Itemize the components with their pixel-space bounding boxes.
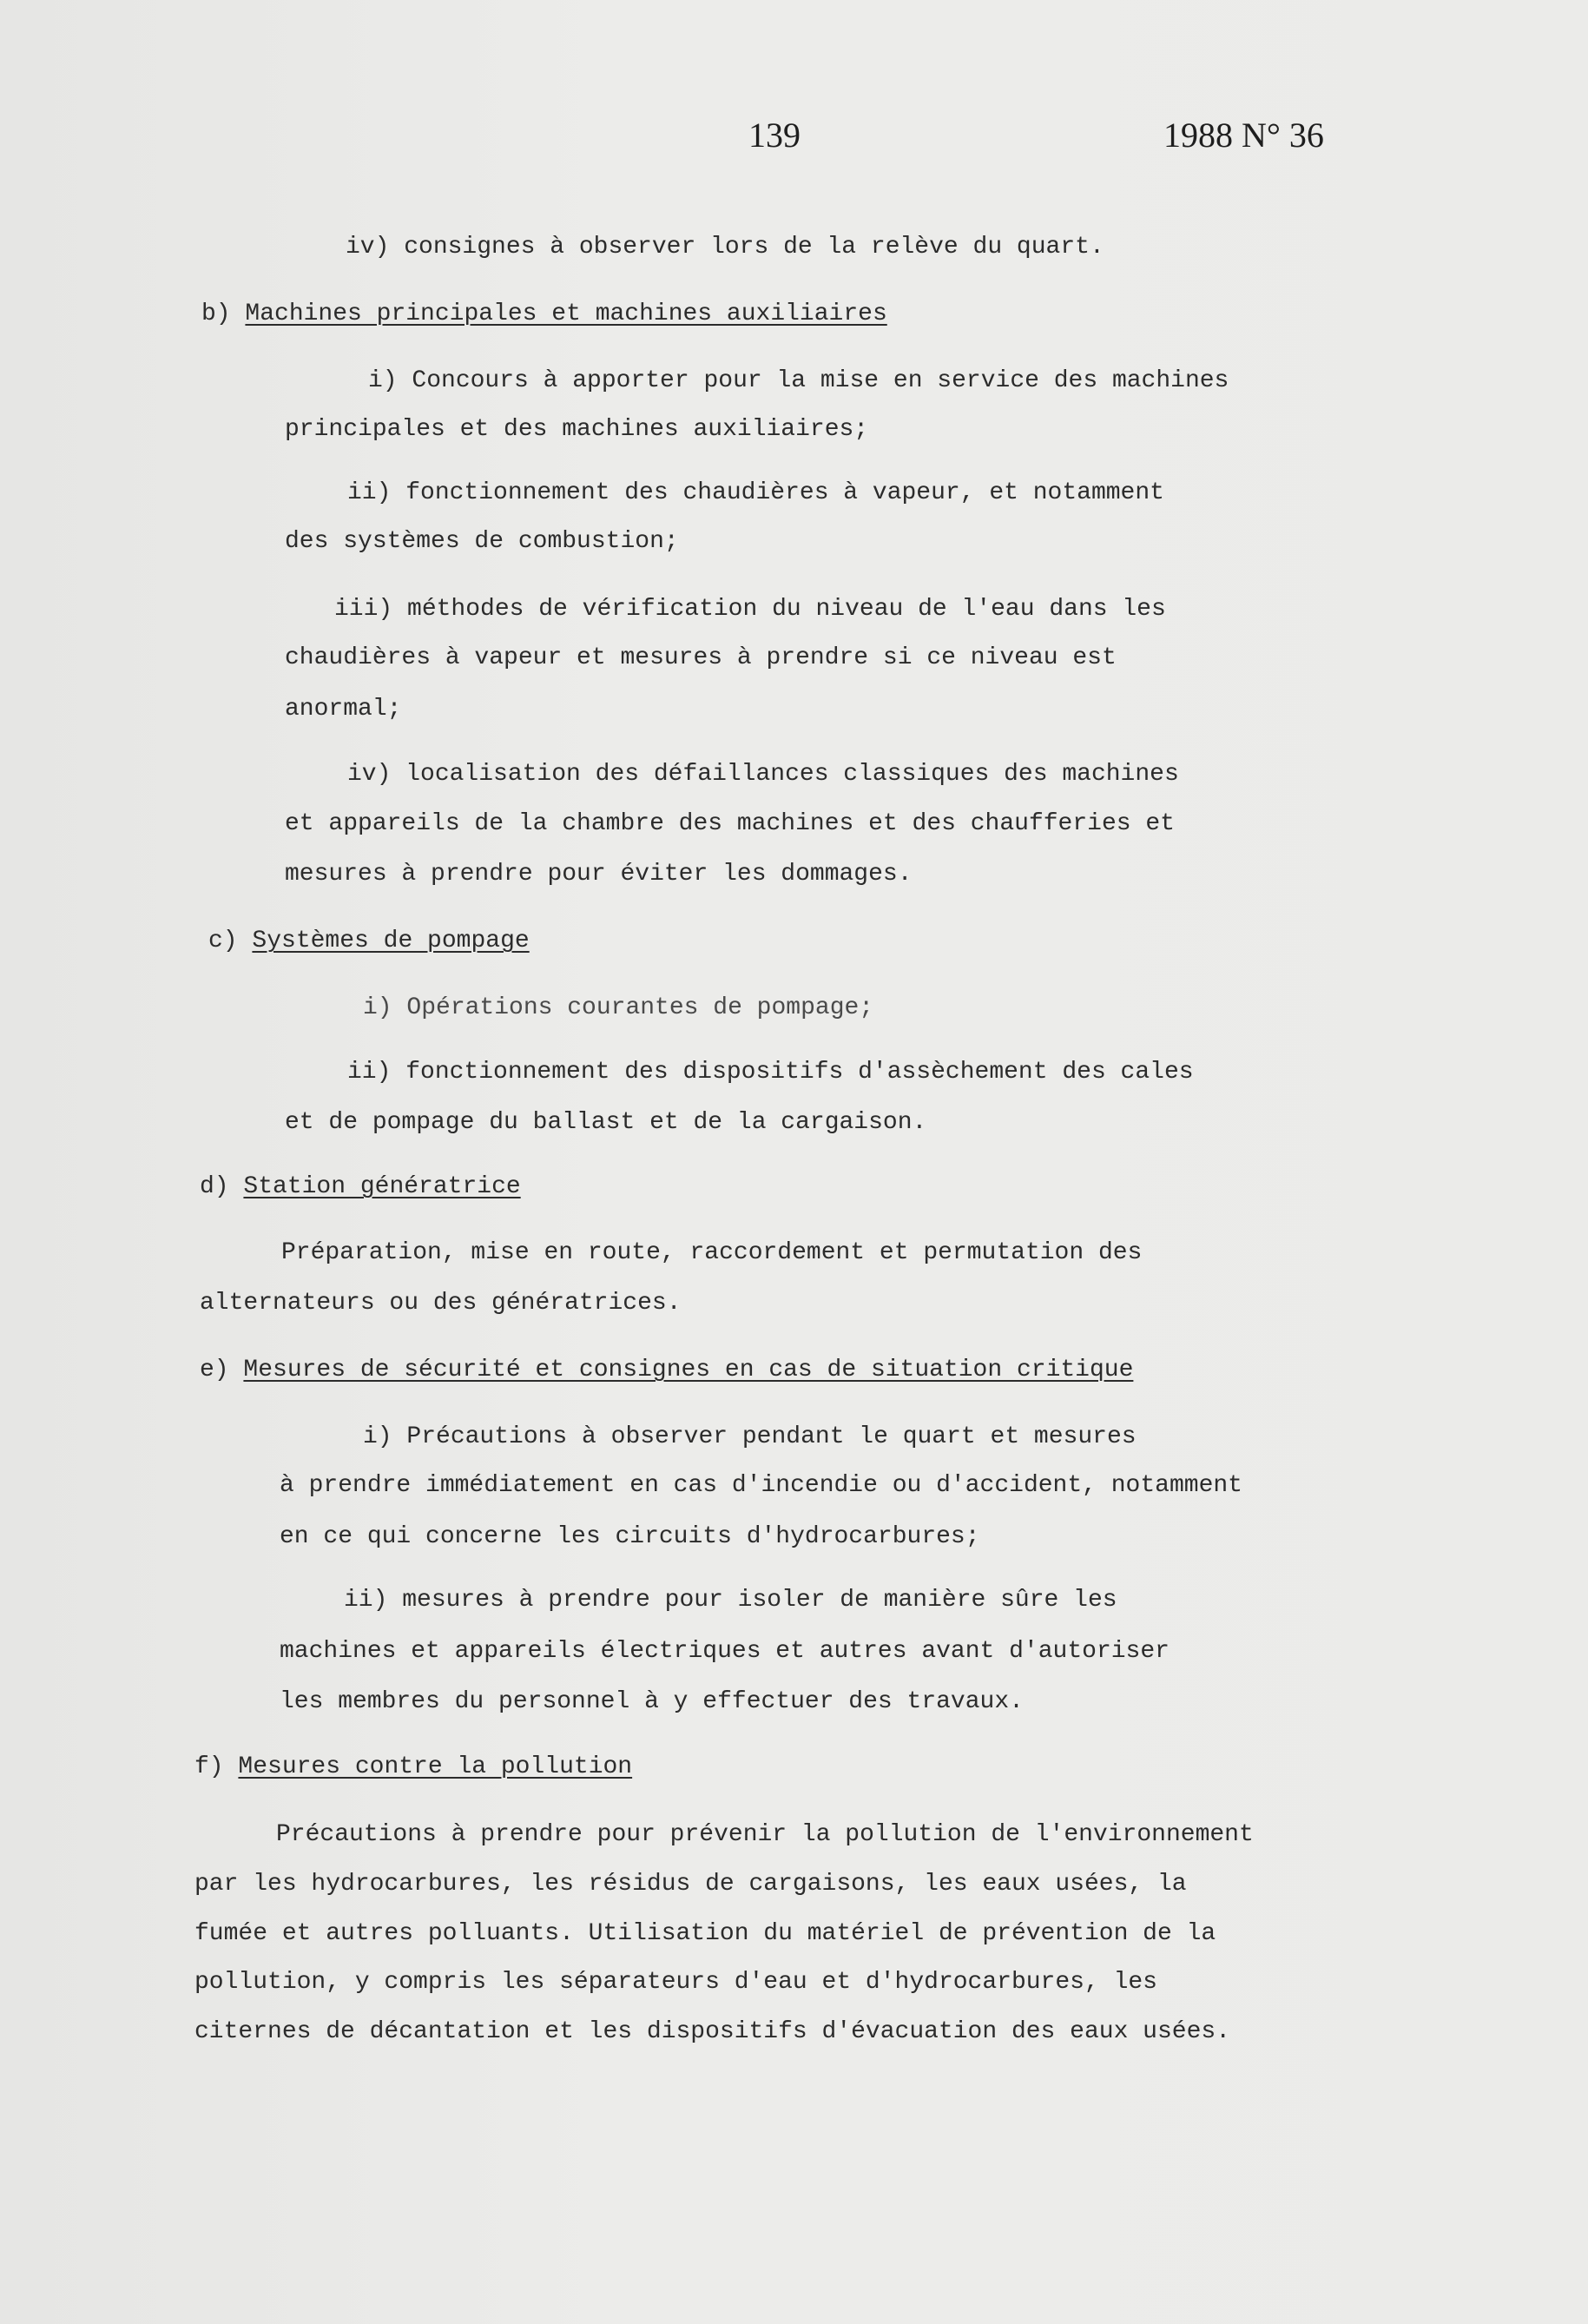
item-e-i-line3: en ce qui concerne les circuits d'hydrocarbures;	[280, 1523, 980, 1550]
section-d-label: d)	[200, 1173, 244, 1200]
section-c-heading	[208, 927, 530, 956]
section-f-para-line3: fumée et autres polluants. Utilisation du matériel de prévention de la	[194, 1920, 1216, 1947]
item-e-ii-line1: ii) mesures à prendre pour isoler de manière sûre les	[344, 1587, 1117, 1614]
section-f-para-line1: Précautions à prendre pour prévenir la pollution de l'environnement	[276, 1821, 1254, 1848]
item-e-i-line1: i) Précautions à observer pendant le quart et mesures	[363, 1423, 1137, 1450]
treaty-reference: 1988 N° 36	[1163, 116, 1324, 155]
item-b-iv-line3: mesures à prendre pour éviter les dommages.	[285, 861, 913, 888]
item-c-ii-line1: ii) fonctionnement des dispositifs d'assèchement des cales	[347, 1059, 1194, 1086]
section-c-title: Systèmes de pompage	[252, 928, 530, 954]
item-b-ii-line1: ii) fonctionnement des chaudières à vapeur, et notamment	[347, 479, 1164, 506]
item-b-iii-line1: iii) méthodes de vérification du niveau de l'eau dans les	[334, 596, 1166, 623]
section-e-label: e)	[200, 1357, 244, 1383]
item-b-iii-line2: chaudières à vapeur et mesures à prendre si ce niveau est	[285, 644, 1117, 671]
section-d-para-line2: alternateurs ou des génératrices.	[200, 1290, 682, 1317]
section-e-heading	[200, 1356, 1133, 1385]
item-b-iii-line3: anormal;	[285, 696, 402, 723]
section-b-label: b)	[201, 300, 246, 327]
item-b-iv-line1: iv) localisation des défaillances classiques des machines	[347, 761, 1179, 788]
item-e-ii-line2: machines et appareils électriques et autres avant d'autoriser	[280, 1638, 1170, 1665]
section-f-title: Mesures contre la pollution	[238, 1753, 633, 1780]
section-b-heading	[201, 300, 887, 329]
page-number: 139	[748, 116, 801, 155]
section-e-title: Mesures de sécurité et consignes en cas de situation critique	[243, 1357, 1134, 1383]
section-f-para-line4: pollution, y compris les séparateurs d'eau et d'hydrocarbures, les	[194, 1969, 1157, 1996]
item-b-i-line2: principales et des machines auxiliaires;	[285, 416, 869, 443]
item-e-i-line2: à prendre immédiatement en cas d'incendie ou d'accident, notamment	[280, 1472, 1242, 1499]
item-a-iv: iv) consignes à observer lors de la relève du quart.	[346, 234, 1104, 261]
section-c-label: c)	[208, 928, 253, 954]
section-d-para-line1: Préparation, mise en route, raccordement et permutation des	[281, 1239, 1143, 1266]
section-d-heading	[200, 1172, 521, 1202]
section-f-para-line5: citernes de décantation et les dispositifs d'évacuation des eaux usées.	[194, 2018, 1230, 2045]
item-b-i-line1: i) Concours à apporter pour la mise en service des machines	[368, 367, 1229, 394]
item-c-ii-line2: et de pompage du ballast et de la cargaison.	[285, 1109, 927, 1136]
item-e-ii-line3: les membres du personnel à y effectuer des travaux.	[280, 1688, 1024, 1715]
item-b-iv-line2: et appareils de la chambre des machines et des chaufferies et	[285, 810, 1175, 837]
section-f-para-line2: par les hydrocarbures, les résidus de cargaisons, les eaux usées, la	[194, 1871, 1187, 1898]
item-b-ii-line2: des systèmes de combustion;	[285, 528, 679, 555]
section-b-title: Machines principales et machines auxiliaires	[245, 300, 887, 327]
section-f-heading	[194, 1753, 632, 1782]
section-d-title: Station génératrice	[243, 1173, 521, 1200]
item-c-i: i) Opérations courantes de pompage;	[363, 994, 874, 1021]
section-f-label: f)	[194, 1753, 239, 1780]
